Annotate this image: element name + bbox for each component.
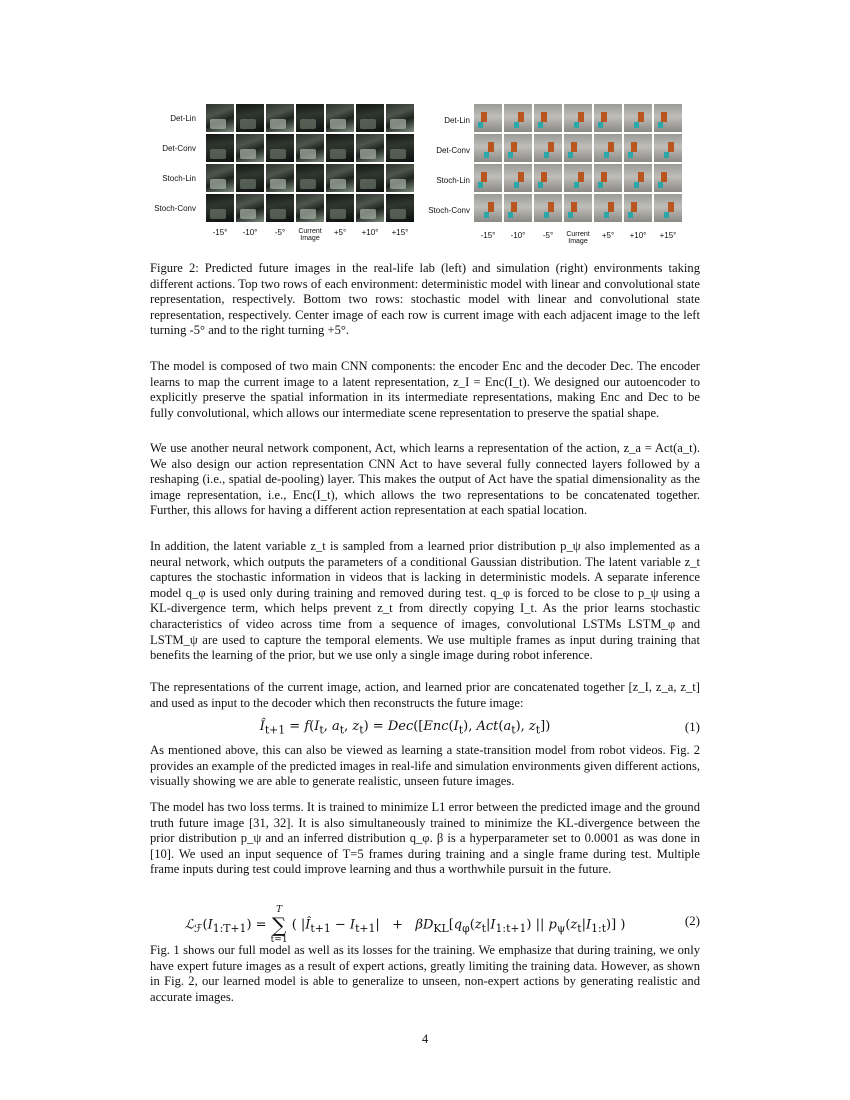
predicted-image (594, 104, 622, 132)
row-label-det-conv: Det-Conv (162, 144, 196, 153)
predicted-image (654, 164, 682, 192)
paragraph-encoder-decoder: The model is composed of two main CNN components: the encoder Enc and the decoder Dec. The encoder learns to map the current image to a latent representation, z_I = Enc(I_t). We designed our autoencoder to explicitly preserve the spatial information in its intermediate representations, making Enc and Dec to be fully convolutional, which allows our intermediate scene representation to preserve the spatial shape. (150, 359, 700, 420)
row-label-det-conv: Det-Conv (436, 146, 470, 155)
predicted-image (504, 104, 532, 132)
predicted-image (534, 134, 562, 162)
x-label: Current Image (566, 231, 590, 245)
predicted-image (296, 164, 324, 192)
predicted-image (206, 134, 234, 162)
paragraph-latent-prior: In addition, the latent variable z_t is sampled from a learned prior distribution p_ψ also implemented as a neural network, which outputs the parameters of a conditional Gaussian distribution. The latent variable z_t captures the stochastic information in videos that is lacking in deterministic models. A separate inference model q_φ is used only during training and removed during test. q_φ is forced to be close to p_ψ using a KL-divergence term, which helps prevent z_t from directly copying I_t. As the prior learns stochastic characteristics of video across time from a sequence of images, convolutional LSTMs LSTM_φ and LSTM_ψ are used to capture the temporal elements. We use multiple frames as input during training that benefits the learning of the prior, but we use only a single image during robot inference. (150, 539, 700, 663)
predicted-image (504, 194, 532, 222)
simulation-image-grid (474, 104, 682, 222)
row-label-stoch-lin: Stoch-Lin (436, 176, 470, 185)
predicted-image (356, 134, 384, 162)
predicted-image (474, 164, 502, 192)
equation-2-body: $ℒ_ℱ(I_{1:T+1}) = T$ ∑ t=1 ( $|Î_{t+1} - I_{t+1}| + \beta D_{KL}[q_\varphi(z_t|I_{1:t+1})$ || $p_\psi(z_t|I_{1:t})$] ) (184, 905, 626, 945)
predicted-image (236, 194, 264, 222)
predicted-image (206, 104, 234, 132)
predicted-image (594, 134, 622, 162)
predicted-image (206, 194, 234, 222)
predicted-image (624, 194, 652, 222)
predicted-image (564, 194, 592, 222)
predicted-image (594, 164, 622, 192)
predicted-image (624, 134, 652, 162)
equation-2-number: (2) (684, 913, 700, 928)
sim-x-labels (473, 231, 683, 245)
paragraph-concatenation: The representations of the current image, action, and learned prior are concatenated together [z_I, z_a, z_t] and used as input to the decoder which then reconstructs the future image: (150, 680, 700, 710)
predicted-image (236, 134, 264, 162)
x-label: -5° (274, 228, 286, 237)
predicted-image (356, 164, 384, 192)
predicted-image (534, 164, 562, 192)
predicted-image (266, 194, 294, 222)
predicted-image (564, 164, 592, 192)
x-label: +10° (361, 228, 379, 237)
predicted-image (236, 164, 264, 192)
x-label: -10° (242, 228, 258, 237)
predicted-image (296, 134, 324, 162)
x-label: -15° (212, 228, 228, 237)
summation-sign: T ∑ t=1 (270, 905, 288, 945)
predicted-image (654, 134, 682, 162)
predicted-image (564, 104, 592, 132)
figure-2 (154, 102, 700, 252)
x-label: -5° (542, 231, 554, 240)
predicted-image (474, 134, 502, 162)
row-label-det-lin: Det-Lin (444, 116, 470, 125)
page-number: 4 (421, 1032, 429, 1046)
predicted-image (624, 164, 652, 192)
equation-1-number: (1) (684, 719, 700, 734)
paragraph-action: We use another neural network component, Act, which learns a representation of the action, z_a = Act(a_t). We also design our action representation CNN Act to have several fully connected layers followed by a reshaping (i.e., spatial de-pooling) layer. This makes the output of Act have the spatial dimensionality as the image representation, i.e., Enc(I_t), which allows the two representations to be concatenated together. Further, this allows for having a different action representation at each spatial location. (150, 441, 700, 518)
x-label: -10° (510, 231, 526, 240)
x-label: +15° (391, 228, 409, 237)
paragraph-generalization: Fig. 1 shows our full model as well as its losses for the training. We emphasize that during training, we only have expert future images as a result of expert actions, greatly limiting the training data. However, as shown in Fig. 2, our learned model is able to generalize to unseen, non-expert actions by generating realistic and accurate images. (150, 943, 700, 1004)
predicted-image (654, 194, 682, 222)
predicted-image (296, 104, 324, 132)
equation-1-body: $Î_{t+1} = f(I_t$, $a_t$, $z_t) = Dec([Enc(I_t)$, $Act(a_t)$, $z_t$]) (259, 719, 551, 737)
predicted-image (356, 194, 384, 222)
predicted-image (326, 104, 354, 132)
paragraph-loss: The model has two loss terms. It is trained to minimize L1 error between the predicted image and the ground truth future image [31, 32]. It is also simultaneously trained to minimize the KL-divergence between the prior distribution p_ψ and an inferred distribution q_φ. β is a hyperparameter set to 0.0001 as was done in [10]. We used an input sequence of T=5 frames during training and a single frame during test. Multiple frame inputs during test could improve learning and thus a worthwhile pursuit in the future. (150, 800, 700, 877)
predicted-image (504, 164, 532, 192)
row-label-stoch-conv: Stoch-Conv (428, 206, 470, 215)
predicted-image (534, 104, 562, 132)
x-label: Current Image (298, 228, 322, 242)
row-label-stoch-lin: Stoch-Lin (162, 174, 196, 183)
predicted-image (326, 164, 354, 192)
predicted-image (326, 134, 354, 162)
x-label: +5° (333, 228, 347, 237)
x-label: +10° (629, 231, 647, 240)
predicted-image (474, 194, 502, 222)
predicted-image (326, 194, 354, 222)
predicted-image (474, 104, 502, 132)
predicted-image (504, 134, 532, 162)
x-label: +5° (601, 231, 615, 240)
predicted-image (266, 164, 294, 192)
x-label: +15° (659, 231, 677, 240)
predicted-image (386, 104, 414, 132)
predicted-image (266, 104, 294, 132)
real-x-labels (205, 228, 415, 242)
predicted-image (564, 134, 592, 162)
predicted-image (594, 194, 622, 222)
paragraph-state-transition: As mentioned above, this can also be viewed as learning a state-transition model from robot videos. Fig. 2 provides an example of the predicted images in real-life and simulation environments given different actions, visually showing we are able to generate realistic, unseen future images. (150, 743, 700, 789)
predicted-image (296, 194, 324, 222)
predicted-image (236, 104, 264, 132)
predicted-image (386, 134, 414, 162)
figure-caption: Figure 2: Predicted future images in the real-life lab (left) and simulation (right) environments taking different actions. Top two rows of each environment: deterministic model with linear and convolutional state representation, respectively. Bottom two rows: stochastic model with linear and convolutional state representation, respectively. Center image of each row is current image with each adjacent image to the left turning -5° and to the right turning +5°. (150, 261, 700, 338)
x-label: -15° (480, 231, 496, 240)
predicted-image (266, 134, 294, 162)
predicted-image (534, 194, 562, 222)
real-image-grid (206, 104, 414, 222)
predicted-image (356, 104, 384, 132)
predicted-image (386, 164, 414, 192)
predicted-image (654, 104, 682, 132)
predicted-image (206, 164, 234, 192)
row-label-det-lin: Det-Lin (170, 114, 196, 123)
row-label-stoch-conv: Stoch-Conv (154, 204, 196, 213)
predicted-image (624, 104, 652, 132)
